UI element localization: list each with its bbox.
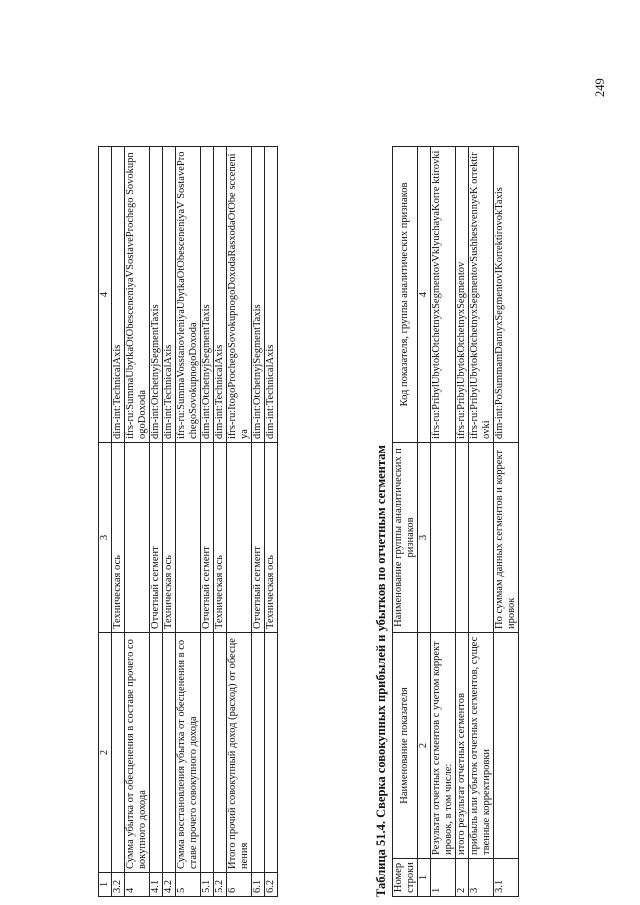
table-cell: dim-int:PoSummamDannyxSegmentovIKorrektirovokTaxis (494, 147, 519, 443)
header-cell: 1 (99, 873, 112, 897)
table-row (163, 147, 176, 897)
table-cell (469, 443, 494, 633)
header-cell: Наименование группы аналитических признаков (393, 443, 418, 633)
table-cell: dim-int:OtchetnyjSegmentTaxis (252, 147, 265, 443)
table-cell: dim-int:TechnicalAxis (265, 147, 278, 443)
table-cell (214, 633, 227, 873)
table-top-header-row (99, 147, 112, 897)
table-cell: Техническая ось (163, 443, 176, 633)
table-cell: По суммам данных сегментов и корректировок (494, 443, 519, 633)
header-cell: 3 (99, 443, 112, 633)
table-cell: dim-int:TechnicalAxis (214, 147, 227, 443)
table-cell: 5 (176, 873, 201, 897)
table-cell: dim-int:OtchetnyjSegmentTaxis (201, 147, 214, 443)
table-cell (201, 633, 214, 873)
table-top-body (112, 147, 278, 897)
header-cell: 4 (99, 147, 112, 443)
table-cell (431, 443, 456, 633)
table-row (201, 147, 214, 897)
table-cell (494, 633, 519, 859)
table-cell: Техническая ось (214, 443, 227, 633)
table-cell (252, 633, 265, 873)
table-cell: Сумма убытка от обесценения в составе прочего совокупного дохода (125, 633, 150, 873)
table-bottom-number-row (418, 147, 431, 897)
header-cell: Код показателя, группы аналитических признаков (393, 147, 418, 443)
table-cell: 3.2 (112, 873, 125, 897)
table-cell: 4.1 (150, 873, 163, 897)
table-row (252, 147, 265, 897)
table-cell: 6.1 (252, 873, 265, 897)
table-row (214, 147, 227, 897)
table-row (265, 147, 278, 897)
table-cell (456, 443, 469, 633)
table-row (112, 147, 125, 897)
table-cell: 4.2 (163, 873, 176, 897)
table-cell: 1 (431, 859, 456, 897)
table-cell (163, 633, 176, 873)
table-row (456, 147, 469, 897)
table-cell: Техническая ось (112, 443, 125, 633)
table-cell: Отчетный сегмент (150, 443, 163, 633)
table-cell: ifrs-ru:PribylUbytokOtchetnyxSegmentov (456, 147, 469, 443)
table-cell (150, 633, 163, 873)
table-cell: dim-int:TechnicalAxis (112, 147, 125, 443)
table-cell: ifrs-ru:SummaVosstanovleniyaUbytkaOtObesceneniyaV SostaveProchegoSovokupnogoDoxoda (176, 147, 201, 443)
table-cell: 3 (469, 859, 494, 897)
table-cell: ifrs-ru:PribylUbytokOtchetnyxSegmentovVklyuchayaKorre ktirovki (431, 147, 456, 443)
table-top (98, 146, 278, 897)
table-cell (176, 443, 201, 633)
table-row (227, 147, 252, 897)
table-cell: 6.2 (265, 873, 278, 897)
table-cell: dim-int:TechnicalAxis (163, 147, 176, 443)
table-cell: Итого прочий совокупный доход (расход) от обесценения (227, 633, 252, 873)
header-cell: 2 (99, 633, 112, 873)
table-row (150, 147, 163, 897)
header-num-cell: 2 (418, 633, 431, 859)
table-cell: dim-int:OtchetnyjSegmentTaxis (150, 147, 163, 443)
table-bottom-body (431, 147, 519, 897)
table-cell: Результат отчетных сегментов с учетом корректировок, в том числе: (431, 633, 456, 859)
table-row (125, 147, 150, 897)
header-cell: Наименование показателя (393, 633, 418, 859)
table-cell: ifrs-ru:ItogoProchegoSovokupnogoDoxodaRasxodaOtObe scceneniya (227, 147, 252, 443)
table-cell: Отчетный сегмент (252, 443, 265, 633)
header-num-cell: 1 (418, 859, 431, 897)
table-row (431, 147, 456, 897)
header-num-cell: 4 (418, 147, 431, 443)
table-cell: 3.1 (494, 859, 519, 897)
table-cell (112, 633, 125, 873)
table-row (176, 147, 201, 897)
table-row (494, 147, 519, 897)
table-cell: 5.1 (201, 873, 214, 897)
page-number: 249 (593, 78, 607, 97)
table-cell: 6 (227, 873, 252, 897)
table-cell: Техническая ось (265, 443, 278, 633)
table-cell: прибыль или убыток отчетных сегментов, существенные корректировки (469, 633, 494, 859)
table-cell (227, 443, 252, 633)
header-num-cell: 3 (418, 443, 431, 633)
table-row (469, 147, 494, 897)
table-cell (265, 633, 278, 873)
table-cell: Отчетный сегмент (201, 443, 214, 633)
table-cell: ifrs-ru:PribylUbytokOtchetnyxSegmentovSushhestvennyeK orrektirovki (469, 147, 494, 443)
table-cell: Сумма восстановления убытка от обесценения в составе прочего совокупного дохода (176, 633, 201, 873)
table-cell: 5.2 (214, 873, 227, 897)
header-cell: Номер строки (393, 859, 418, 897)
table-bottom (392, 146, 519, 897)
table-cell: 2 (456, 859, 469, 897)
table-caption: Таблица 51.4. Сверка совокупных прибылей и убытков по отчетным сегментам (374, 445, 388, 897)
table-bottom-header-row (393, 147, 418, 897)
table-cell: 4 (125, 873, 150, 897)
table-cell: ifrs-ru:SummaUbytkaOtObesceneniyaVSostaveProchego SovokupnogoDoxoda (125, 147, 150, 443)
table-cell: итого результат отчетных сегментов (456, 633, 469, 859)
table-cell (125, 443, 150, 633)
